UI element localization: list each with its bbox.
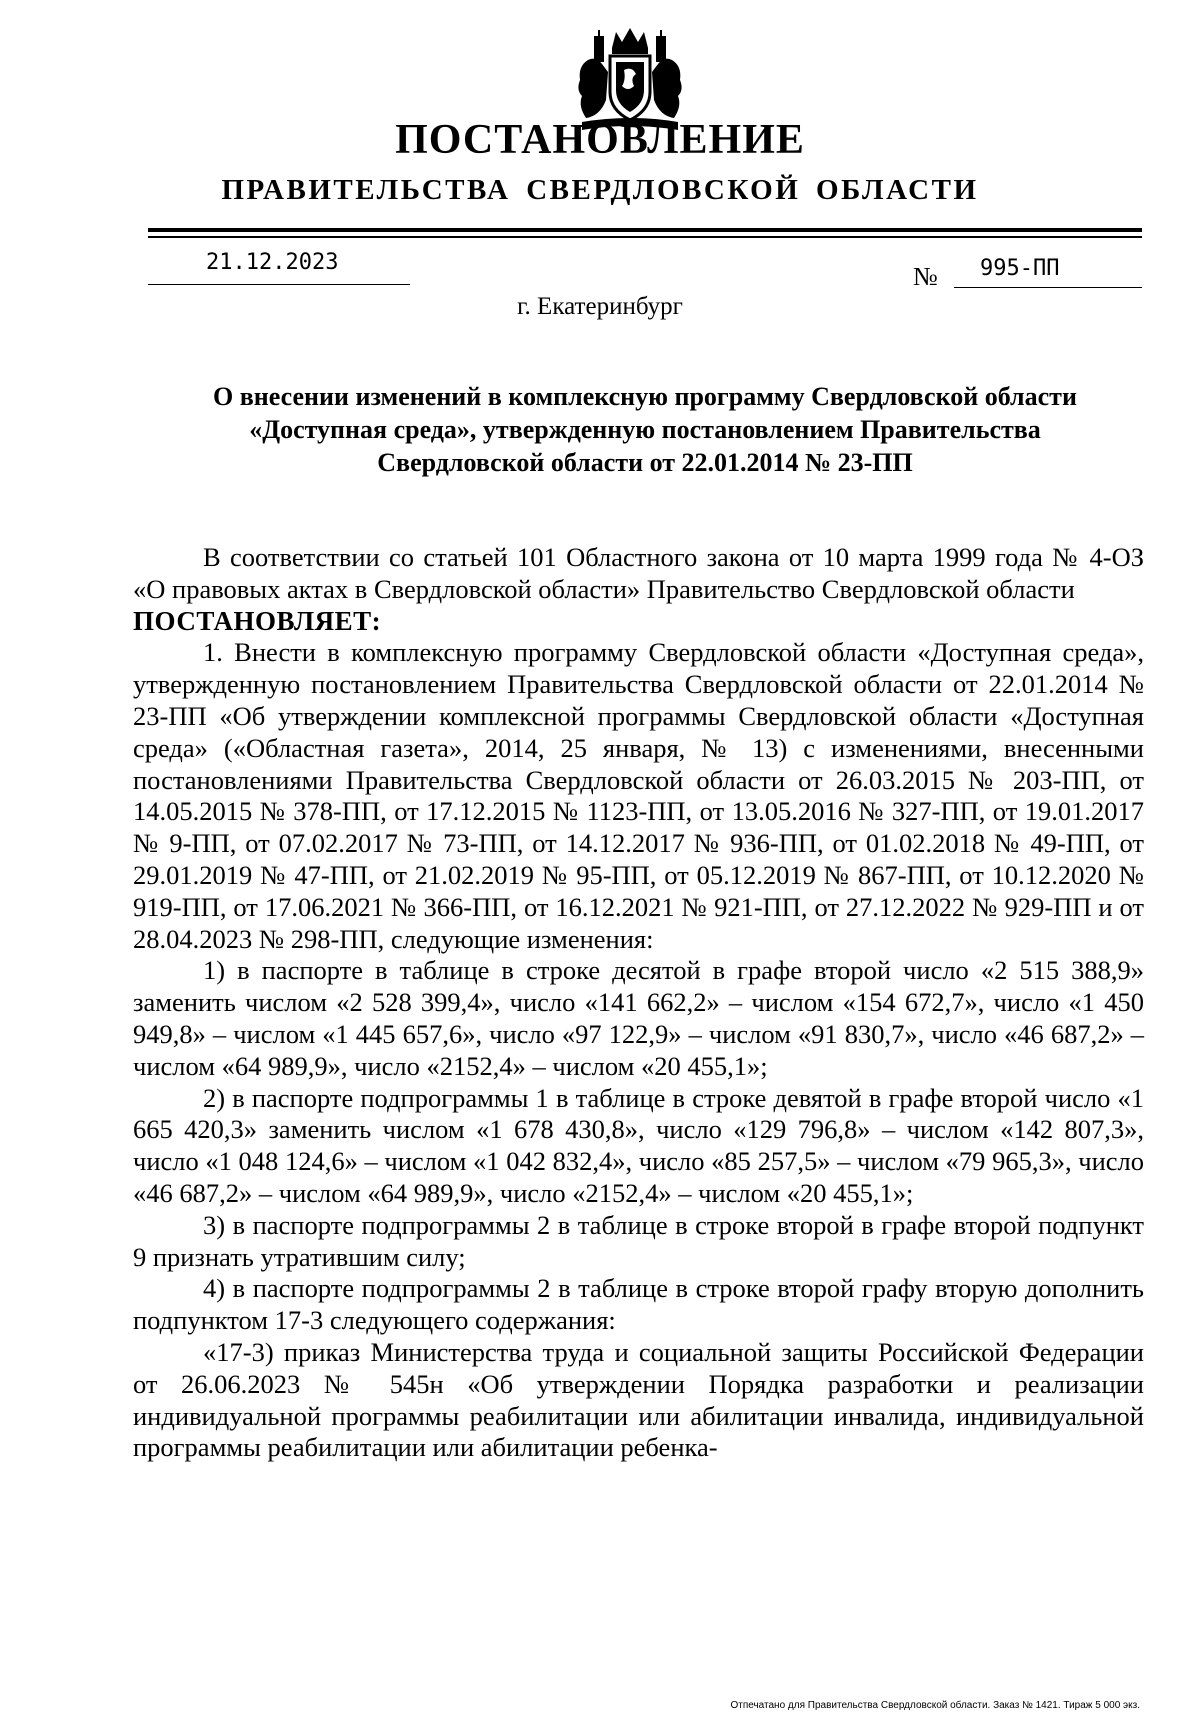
item-4: 4) в паспорте подпрограммы 2 в таблице в строке второй графу вторую дополнить подпунктом 17-3 следующего содержания: — [133, 1273, 1144, 1336]
paragraph-1: 1. Внести в комплексную программу Свердловской области «Доступная среда», утвержденную постановлением Правительства Свердловской области от 22.01.2014 № 23-ПП «Об утверждении комплексной программы Свердловской области «Доступная среда» («Областная газета», 2014, 25 января, № 13) с изменениями, внесенными постановлениями Правительства Свердловской области от 26.03.2015 № 203-ПП, от 14.05.2015 № 378-ПП, от 17.12.2015 № 1123-ПП, от 13.05.2016 № 327-ПП, от 19.01.2017 № 9-ПП, от 07.02.2017 № 73-ПП, от 14.12.2017 № 936-ПП, от 01.02.2018 № 49-ПП, от 29.01.2019 № 47-ПП, от 21.02.2019 № 95-ПП, от 05.12.2019 № 867-ПП, от 10.12.2020 № 919-ПП, от 17.06.2021 № 366-ПП, от 16.12.2021 № 921-ПП, от 27.12.2022 № 929-ПП и от 28.04.2023 № 298-ПП, следующие изменения: — [133, 637, 1144, 954]
document-number: 995-ПП — [980, 256, 1060, 281]
header-divider-thin — [148, 236, 1142, 238]
print-imprint: Отпечатано для Правительства Свердловской области. Заказ № 1421. Тираж 5 000 экз. — [730, 1700, 1140, 1711]
item-4-quote: «17-3) приказ Министерства труда и социальной защиты Российской Федерации от 26.06.2023 № 545н «Об утверждении Порядка разработки и реализации индивидуальной программы реабилитации или абилитации инвалида, индивидуальной программы реабилитации или абилитации ребенка- — [133, 1336, 1144, 1463]
item-3: 3) в паспорте подпрограммы 2 в таблице в строке второй в графе второй подпункт 9 признать утратившим силу; — [133, 1209, 1144, 1272]
document-city: г. Екатеринбург — [517, 293, 683, 320]
document-subtitle: ПРАВИТЕЛЬСТВА СВЕРДЛОВСКОЙ ОБЛАСТИ — [221, 174, 979, 206]
document-title: ПОСТАНОВЛЕНИЕ — [395, 117, 805, 163]
number-label: № — [913, 262, 938, 291]
number-underline — [954, 287, 1142, 288]
heading-line-3: Свердловской области от 22.01.2014 № 23-ПП — [377, 448, 913, 477]
heading-line-2: «Доступная среда», утвержденную постановлением Правительства — [249, 415, 1041, 444]
document-date: 21.12.2023 — [206, 250, 339, 275]
document-body — [133, 542, 1144, 1464]
document-heading — [150, 380, 1140, 479]
preamble-paragraph: В соответствии со статьей 101 Областного закона от 10 марта 1999 года № 4-ОЗ «О правовых актах в Свердловской области» Правительство Свердловской области — [133, 542, 1144, 604]
resolves-heading: ПОСТАНОВЛЯЕТ: — [133, 605, 382, 636]
item-1: 1) в паспорте в таблице в строке десятой в графе второй число «2 515 388,9» заменить числом «2 528 399,4», число «141 662,2» – числом «154 672,7», число «1 450 949,8» – числом «1 445 657,6», число «97 122,9» – числом «91 830,7», число «46 687,2» – числом «64 989,9», число «2152,4» – числом «20 455,1»; — [133, 955, 1144, 1081]
item-2: 2) в паспорте подпрограммы 1 в таблице в строке девятой в графе второй число «1 665 420,3» заменить числом «1 678 430,8», число «129 796,8» – числом «142 807,3», число «1 048 124,6» – числом «1 042 832,4», число «85 257,5» – числом «79 965,3», число «46 687,2» – числом «64 989,9», число «2152,4» – числом «20 455,1»; — [133, 1082, 1144, 1208]
header-divider-thick — [148, 228, 1142, 232]
heading-line-1: О внесении изменений в комплексную программу Свердловской области — [213, 382, 1077, 411]
date-underline — [148, 284, 410, 285]
